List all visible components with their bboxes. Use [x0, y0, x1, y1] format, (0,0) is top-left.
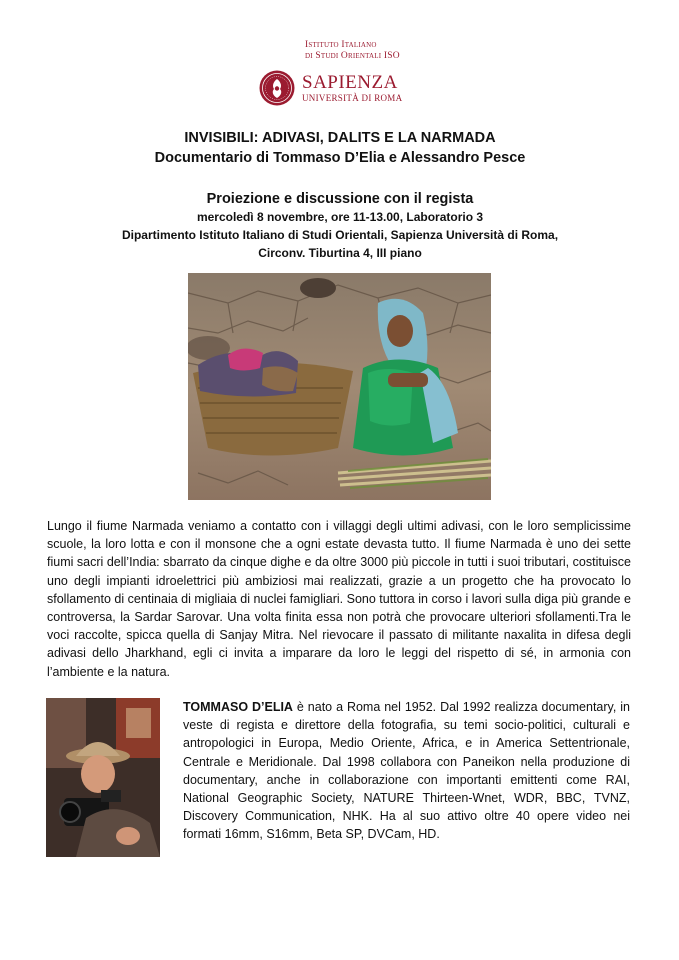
director-bio-text: è nato a Roma nel 1952. Dal 1992 realizza documentary, in veste di regista e direttore della fotografia, su temi socio-politici, culturali e antropologici in Europa, Medio Oriente, Africa, e in America Settentrionale, Centrale e Meridionale. Dal 1998 collabora con Paneikon nella produzione di documentary, anche in collaborazione con importanti emittenti come RAI, National Geographic Society, NATURE Thirteen-Wnet, WDR, BBC, TVNZ, Discovery Communication, NHK. Ha al suo attivo oltre 40 opere video nei formati 16mm, S16mm, Beta SP, DVCam, HD.: [183, 700, 630, 842]
director-bio: [183, 698, 630, 844]
film-still-image: [188, 273, 491, 500]
institute-line-1: Istituto Italiano: [305, 40, 377, 50]
institute-line-2: di Studi Orientali ISO: [305, 51, 400, 61]
director-portrait-image: [46, 698, 160, 857]
event-datetime: mercoledì 8 novembre, ore 11-13.00, Laboratorio 3: [196, 210, 484, 224]
event-venue: Dipartimento Istituto Italiano di Studi Orientali, Sapienza Università di Roma,: [121, 228, 559, 242]
film-description: Lungo il fiume Narmada veniamo a contatto con i villaggi degli ultimi adivasi, con le loro semplicissime scuole, la loro lotta e con il monsone che a ogni estate devasta tutto. Il fiume Narmada è uno dei sette fiumi sacri dell’India: sbarrato da cinque dighe e da oltre 3000 più piccole in tutti i suoi tributari, costituisce uno degli impianti idroelettrici più ambiziosi mai realizzati, grazie a un progetto che ha provocato lo sfollamento di centinaia di migliaia di nuclei famigliari. Sono tuttora in corso i lavori sulla diga più grande e controversa, la Sardar Sarovar. Una volta finita essa non potrà che provocare ulteriori sfollamenti.Tra le voci raccolte, spicca quella di Sanjay Mitra. Nel rievocare il passato di militante naxalita in difesa degli adivasi dello Jharkhand, egli ci invita a imparare da loro le leggi del rispetto di sé, in armonia con l’ambiente e la natura.: [47, 519, 631, 679]
sapienza-seal-icon: [259, 70, 295, 106]
event-address: Circonv. Tiburtina 4, III piano: [258, 246, 422, 260]
institute-name: [305, 40, 465, 62]
university-name: [302, 73, 402, 104]
university-subtitle: UNIVERSITÀ DI ROMA: [302, 93, 403, 103]
university-title: SAPIENZA: [302, 72, 398, 93]
event-subtitle: Documentario di Tommaso D’Elia e Alessandro Pesce: [154, 150, 526, 166]
screening-heading: Proiezione e discussione con il regista: [206, 191, 474, 207]
director-name: TOMMASO D’ELIA: [183, 700, 293, 714]
event-title: INVISIBILI: ADIVASI, DALITS E LA NARMADA: [184, 130, 496, 146]
